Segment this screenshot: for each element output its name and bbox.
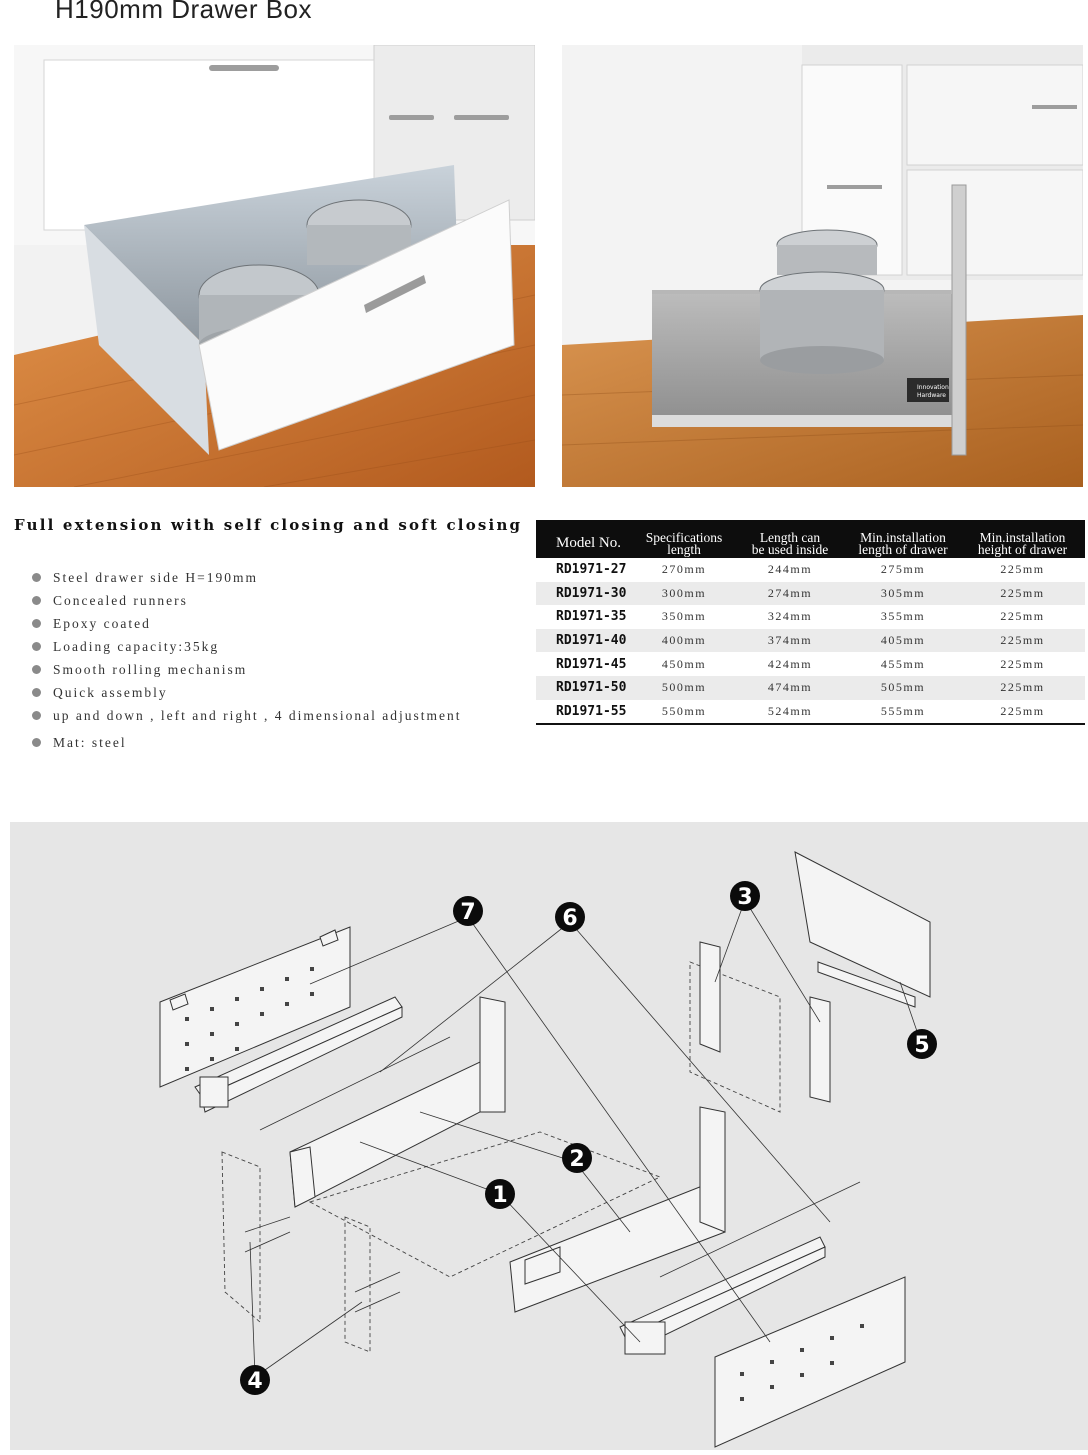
callout-7: [453, 896, 483, 926]
table-cell-min-length: 275mm: [880, 562, 926, 577]
table-cell-min-length: 355mm: [880, 609, 926, 624]
table-cell-spec: 500mm: [634, 676, 734, 700]
table-row: [536, 605, 1085, 629]
table-cell-inside: 274mm: [734, 582, 846, 606]
feature-item: Smooth rolling mechanism: [32, 658, 461, 681]
header-model: Model No.: [536, 520, 634, 558]
table-row: [536, 676, 1085, 700]
callout-5: [907, 1029, 937, 1059]
table-cell-inside: 524mm: [734, 700, 846, 725]
callout-4: [240, 1365, 270, 1395]
page-title: H190mm Drawer Box: [55, 0, 313, 24]
callout-1: [485, 1179, 515, 1209]
feature-item: Loading capacity:35kg: [32, 635, 461, 658]
table-cell-min-height: 225mm: [1000, 656, 1045, 671]
svg-text:1: 1: [492, 1183, 508, 1208]
svg-text:5: 5: [914, 1033, 930, 1058]
table-row: [536, 700, 1085, 725]
table-cell-model: RD1971-50: [536, 676, 634, 700]
header-spec-length: Specifications length: [634, 520, 734, 558]
feature-item: up and down , left and right , 4 dimensional adjustment: [32, 704, 461, 727]
table-cell-min-height: 225mm: [1000, 562, 1045, 577]
kitchen-drawer-photo-left: [14, 45, 535, 487]
table-cell-min-height: 225mm: [960, 676, 1085, 700]
table-row: [536, 558, 1085, 582]
feature-heading: Full extension with self closing and soft closing: [14, 516, 523, 534]
table-cell-spec: 450mm: [661, 656, 707, 671]
table-cell-min-height: 225mm: [960, 582, 1085, 606]
svg-text:2: 2: [569, 1147, 585, 1172]
feature-item: Epoxy coated: [32, 612, 461, 635]
callout-2: [562, 1143, 592, 1173]
table-cell-spec: 350mm: [661, 609, 707, 624]
table-cell-min-height: 225mm: [1000, 609, 1045, 624]
back-panel-right: [715, 1277, 905, 1447]
bullet-icon: [32, 619, 41, 628]
svg-text:3: 3: [737, 885, 753, 910]
svg-text:6: 6: [562, 906, 578, 931]
table-cell-model: RD1971-40: [536, 629, 634, 653]
table-cell-min-height: 225mm: [960, 629, 1085, 653]
table-cell-spec: 300mm: [634, 582, 734, 606]
brand-logo-line1: Innovation: [917, 384, 949, 391]
kitchen-drawer-photo-right: [562, 45, 1083, 487]
svg-text:7: 7: [460, 900, 476, 925]
header-min-length: Min.installation length of drawer: [846, 520, 960, 558]
header-min-height: Min.installation height of drawer: [960, 520, 1085, 558]
bullet-icon: [32, 665, 41, 674]
svg-text:4: 4: [247, 1369, 263, 1394]
table-cell-min-length: 455mm: [880, 656, 926, 671]
bullet-icon: [32, 711, 41, 720]
feature-item: Steel drawer side H=190mm: [32, 566, 461, 589]
table-row: [536, 652, 1085, 676]
callout-6: [555, 902, 585, 932]
bullet-icon: [32, 573, 41, 582]
bullet-icon: [32, 596, 41, 605]
feature-item: Concealed runners: [32, 589, 461, 612]
feature-item: Mat: steel: [32, 731, 461, 754]
table-cell-inside: 244mm: [767, 562, 813, 577]
brand-logo-line2: Hardware: [917, 392, 946, 399]
bullet-icon: [32, 738, 41, 747]
table-cell-inside: 324mm: [767, 609, 813, 624]
bullet-icon: [32, 688, 41, 697]
table-cell-spec: 550mm: [634, 700, 734, 725]
table-cell-model: RD1971-30: [536, 582, 634, 606]
front-panel: [795, 852, 930, 1007]
table-cell-spec: 270mm: [661, 562, 707, 577]
table-cell-inside: 474mm: [734, 676, 846, 700]
table-cell-min-length: 305mm: [846, 582, 960, 606]
table-cell-min-length: 405mm: [846, 629, 960, 653]
table-cell-model: RD1971-45: [556, 656, 627, 672]
table-cell-min-height: 225mm: [960, 700, 1085, 725]
table-cell-min-length: 505mm: [846, 676, 960, 700]
feature-list: [32, 566, 461, 754]
spec-table-header: [536, 520, 1085, 558]
spec-table: [536, 520, 1085, 725]
header-inside-length: Length can be used inside: [734, 520, 846, 558]
table-cell-min-length: 555mm: [846, 700, 960, 725]
assembly-diagram: [10, 822, 1088, 1450]
table-row: [536, 629, 1085, 653]
table-cell-model: RD1971-55: [536, 700, 634, 725]
table-cell-model: RD1971-35: [556, 609, 627, 625]
table-row: [536, 582, 1085, 606]
feature-item: Quick assembly: [32, 681, 461, 704]
table-cell-inside: 374mm: [734, 629, 846, 653]
table-cell-spec: 400mm: [634, 629, 734, 653]
bullet-icon: [32, 642, 41, 651]
callout-3: [730, 881, 760, 911]
table-cell-model: RD1971-27: [556, 562, 627, 578]
drawer-side-right: [510, 1107, 725, 1312]
table-cell-inside: 424mm: [767, 656, 813, 671]
